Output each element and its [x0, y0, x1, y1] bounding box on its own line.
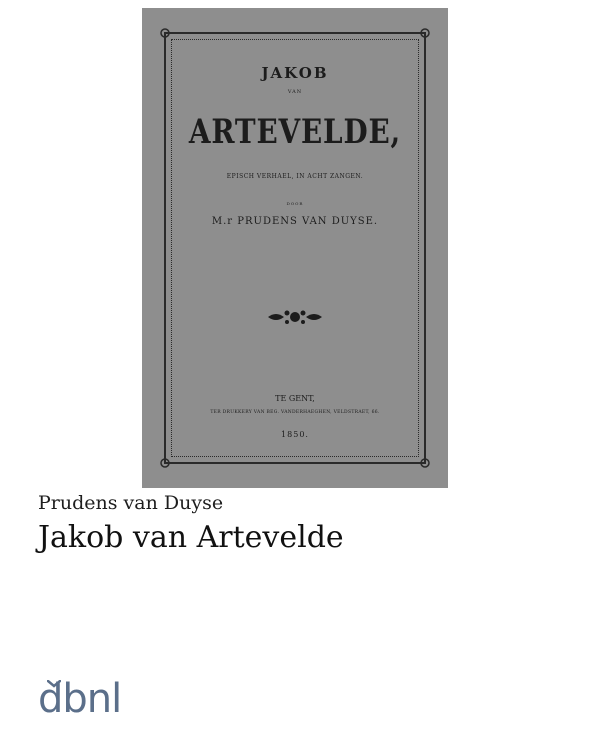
cover-title-jakob: JAKOB — [261, 64, 329, 82]
corner-ornament-icon — [158, 456, 172, 470]
cover-title-artevelde: ARTEVELDE, — [188, 112, 402, 152]
corner-ornament-icon — [158, 26, 172, 40]
cover-author: M.r PRUDENS VAN DUYSE. — [211, 216, 379, 227]
corner-ornament-icon — [418, 456, 432, 470]
logo-accent-icon — [47, 680, 61, 688]
cover-place: TE GENT, — [275, 394, 315, 403]
cover-year: 1850. — [281, 430, 309, 439]
cover-subtitle: EPISCH VERHAEL, IN ACHT ZANGEN. — [226, 173, 364, 180]
dbnl-logo[interactable] — [38, 676, 138, 724]
cover-door: DOOR — [286, 201, 304, 206]
book-author: Prudens van Duyse — [38, 492, 224, 514]
corner-ornament-icon — [418, 26, 432, 40]
cover-printer: TER DRUKKERY VAN BEG. VANDERHAEGHEN, VELDSTRAET, 66. — [210, 410, 380, 415]
cover-title-van: VAN — [287, 89, 303, 95]
book-title: Jakob van Artevelde — [38, 520, 344, 555]
dbnl-logo-text: dbnl — [38, 676, 122, 722]
book-cover-image — [142, 8, 448, 488]
floral-ornament-icon — [266, 305, 324, 329]
